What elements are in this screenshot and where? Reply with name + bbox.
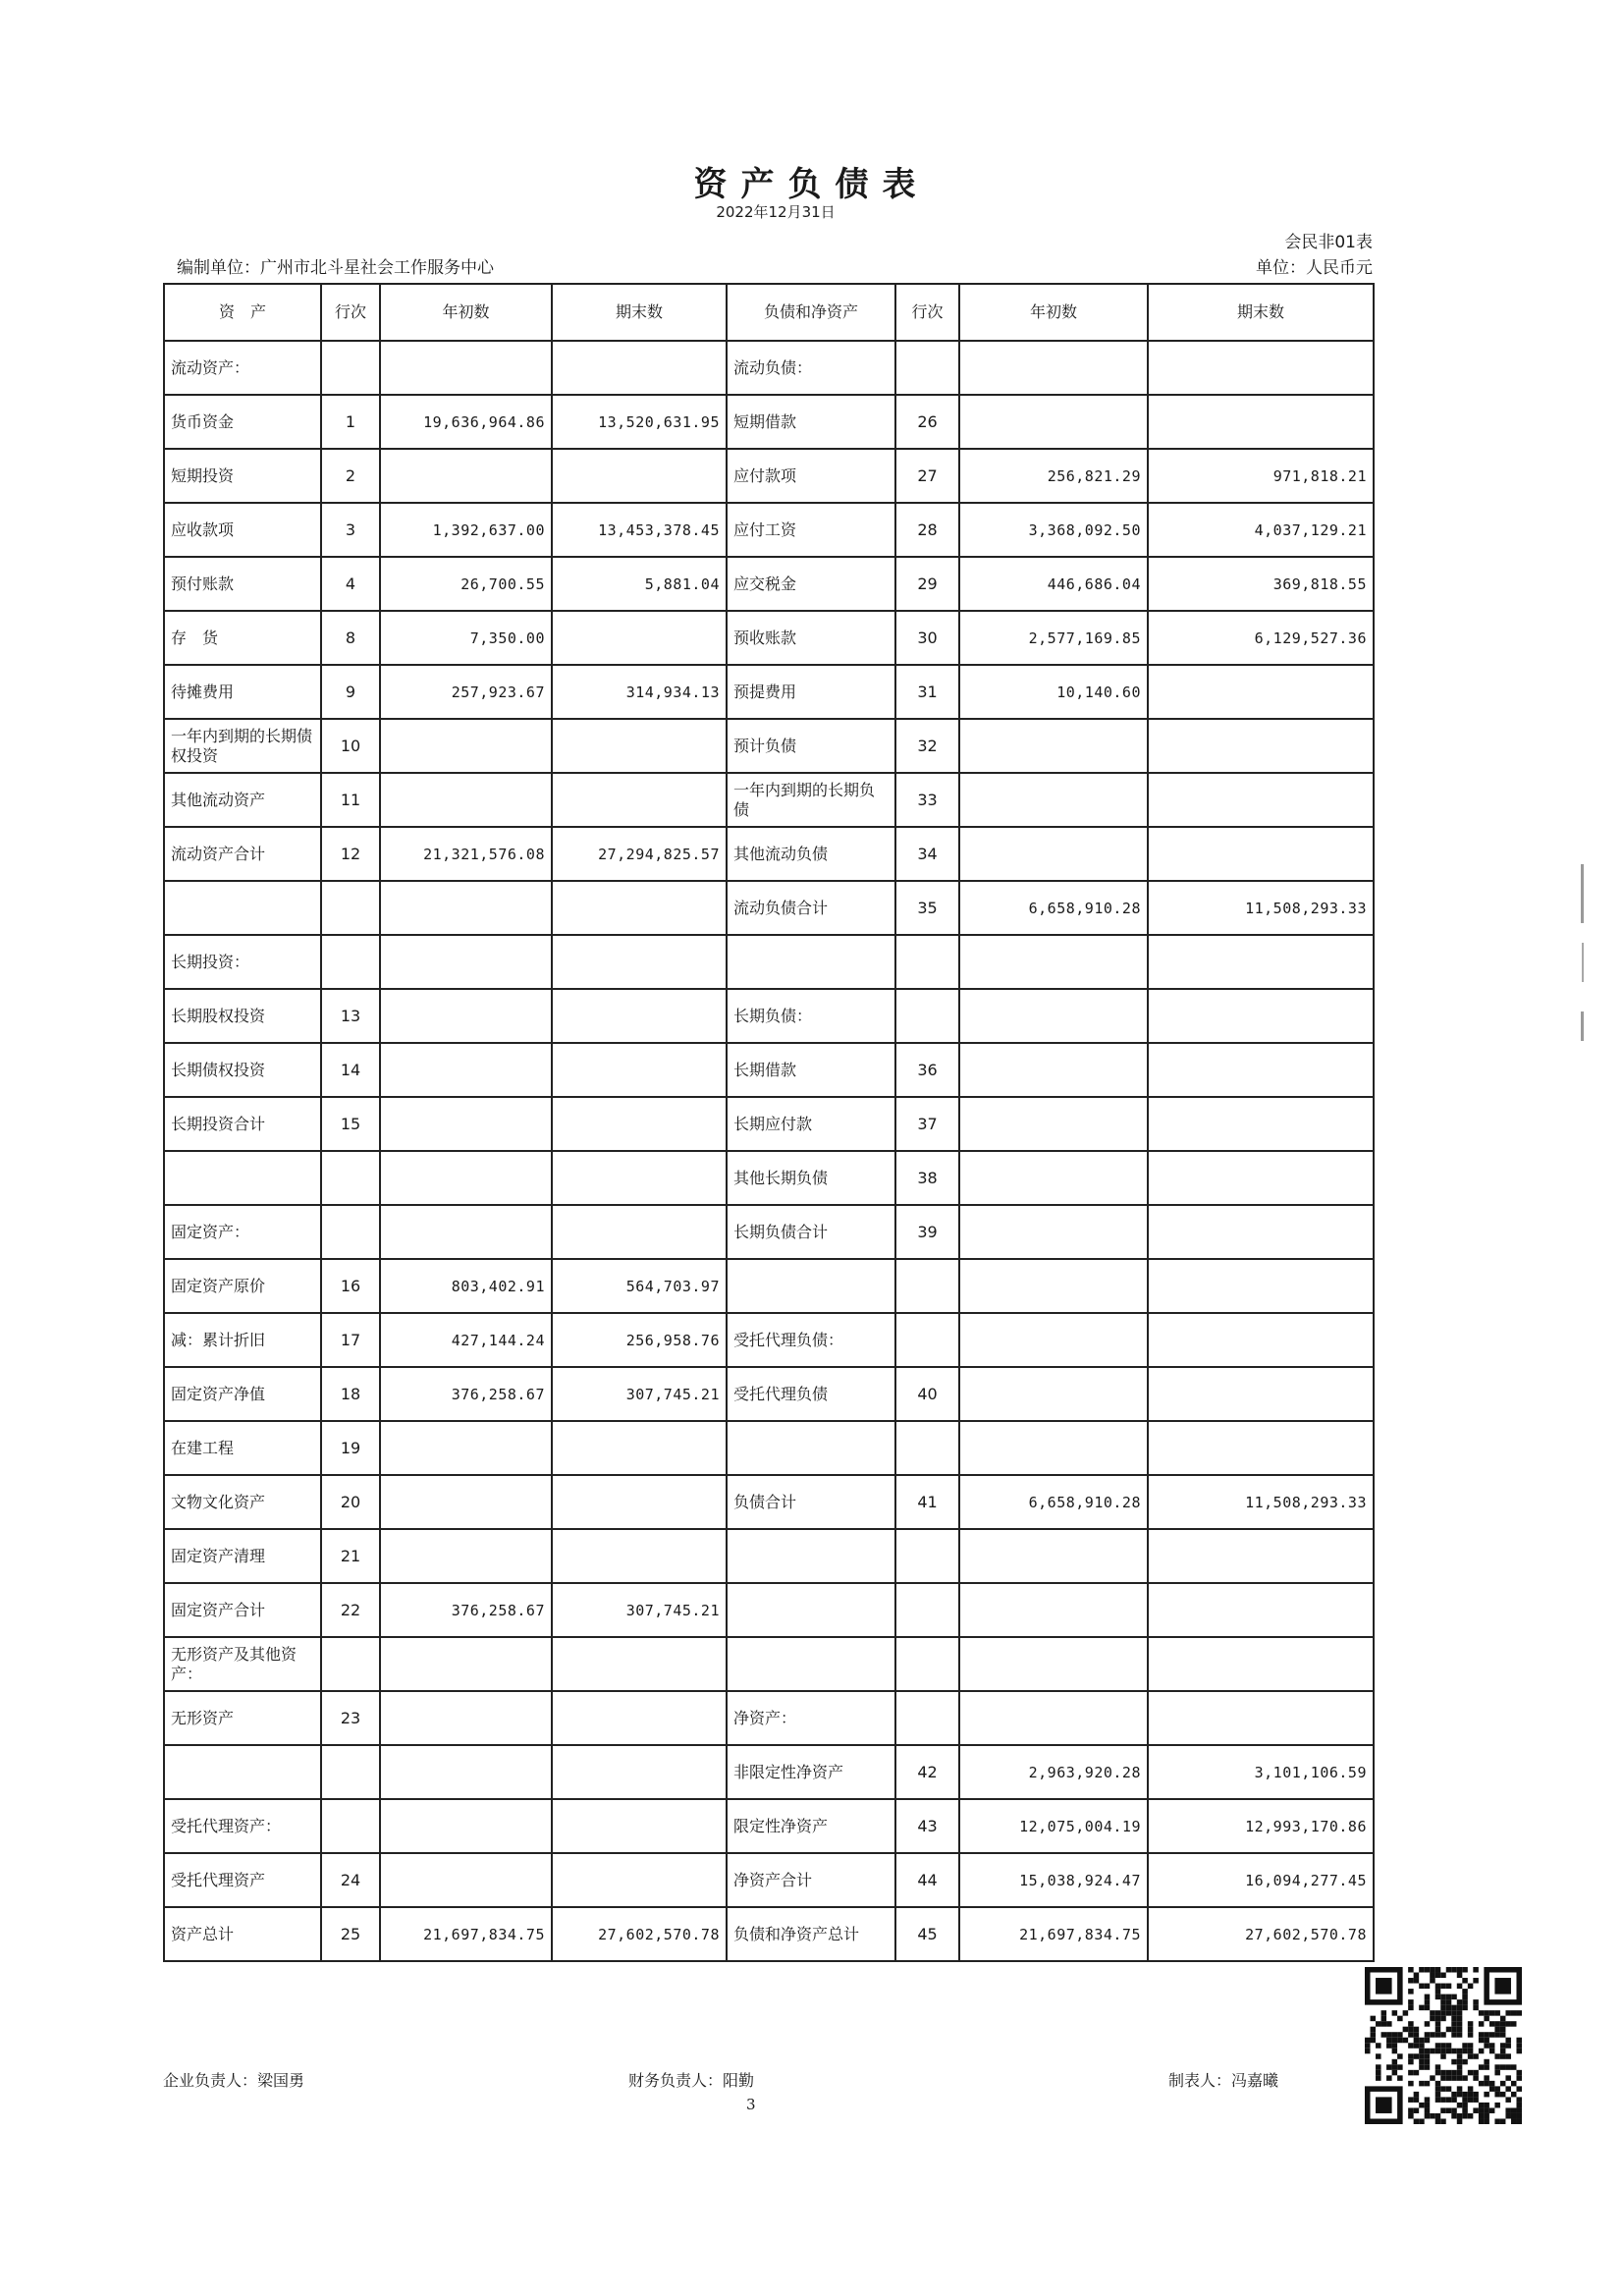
cell-a-line: 13 xyxy=(321,989,380,1043)
cell-l-begin xyxy=(959,719,1148,773)
cell-a-name: 其他流动资产 xyxy=(164,773,321,827)
cell-a-begin xyxy=(380,1205,552,1259)
cell-a-line: 15 xyxy=(321,1097,380,1151)
cell-l-line: 35 xyxy=(895,881,959,935)
cell-a-name: 预付账款 xyxy=(164,557,321,611)
cell-l-line xyxy=(895,1691,959,1745)
cell-l-end: 16,094,277.45 xyxy=(1148,1853,1374,1907)
cell-l-end xyxy=(1148,1529,1374,1583)
table-row xyxy=(164,1151,1374,1205)
cell-a-name: 固定资产清理 xyxy=(164,1529,321,1583)
cell-a-name: 无形资产及其他资产： xyxy=(164,1637,321,1691)
cell-l-name: 预收账款 xyxy=(727,611,895,665)
form-code: 会民非01表 xyxy=(1284,233,1373,252)
cell-a-line: 18 xyxy=(321,1367,380,1421)
cell-l-name xyxy=(727,1259,895,1313)
cell-l-end: 369,818.55 xyxy=(1148,557,1374,611)
cell-a-name: 固定资产净值 xyxy=(164,1367,321,1421)
cell-l-name: 长期负债： xyxy=(727,989,895,1043)
cell-l-line: 34 xyxy=(895,827,959,881)
cell-l-end xyxy=(1148,1043,1374,1097)
cell-a-end xyxy=(552,773,727,827)
table-row xyxy=(164,1313,1374,1367)
cell-l-name xyxy=(727,1637,895,1691)
col-header-liability-line: 行次 xyxy=(895,284,959,341)
cell-a-line xyxy=(321,935,380,989)
cell-a-line: 24 xyxy=(321,1853,380,1907)
cell-a-name: 长期股权投资 xyxy=(164,989,321,1043)
table-row xyxy=(164,1529,1374,1583)
cell-l-begin xyxy=(959,1205,1148,1259)
cell-l-name: 受托代理负债： xyxy=(727,1313,895,1367)
col-header-asset-line: 行次 xyxy=(321,284,380,341)
cell-l-name: 一年内到期的长期负债 xyxy=(727,773,895,827)
cell-a-name: 无形资产 xyxy=(164,1691,321,1745)
cell-a-name: 在建工程 xyxy=(164,1421,321,1475)
cell-a-end: 256,958.76 xyxy=(552,1313,727,1367)
cell-a-begin xyxy=(380,1529,552,1583)
page-number: 3 xyxy=(746,2096,756,2113)
cell-l-begin xyxy=(959,1043,1148,1097)
cell-l-end xyxy=(1148,1691,1374,1745)
finance-head-signature: 财务负责人：阳勤 xyxy=(628,2071,755,2090)
cell-l-line xyxy=(895,1421,959,1475)
cell-l-end xyxy=(1148,1313,1374,1367)
cell-l-begin: 15,038,924.47 xyxy=(959,1853,1148,1907)
cell-a-begin: 427,144.24 xyxy=(380,1313,552,1367)
table-row xyxy=(164,449,1374,503)
cell-a-name: 短期投资 xyxy=(164,449,321,503)
cell-l-begin: 6,658,910.28 xyxy=(959,1475,1148,1529)
cell-l-name: 净资产： xyxy=(727,1691,895,1745)
cell-a-end xyxy=(552,719,727,773)
cell-a-end: 307,745.21 xyxy=(552,1583,727,1637)
table-row xyxy=(164,1475,1374,1529)
verification-qr-code xyxy=(1365,1967,1522,2124)
cell-l-line xyxy=(895,341,959,395)
cell-a-end: 564,703.97 xyxy=(552,1259,727,1313)
cell-l-end xyxy=(1148,665,1374,719)
cell-l-end: 4,037,129.21 xyxy=(1148,503,1374,557)
cell-a-end xyxy=(552,341,727,395)
cell-a-end xyxy=(552,1151,727,1205)
cell-a-begin: 257,923.67 xyxy=(380,665,552,719)
cell-a-begin xyxy=(380,881,552,935)
cell-l-begin xyxy=(959,341,1148,395)
cell-l-line xyxy=(895,989,959,1043)
cell-l-begin: 12,075,004.19 xyxy=(959,1799,1148,1853)
cell-a-begin: 21,321,576.08 xyxy=(380,827,552,881)
table-row xyxy=(164,1205,1374,1259)
cell-a-line xyxy=(321,1637,380,1691)
cell-a-end xyxy=(552,449,727,503)
cell-l-begin xyxy=(959,1097,1148,1151)
cell-l-name: 长期负债合计 xyxy=(727,1205,895,1259)
cell-a-name: 受托代理资产 xyxy=(164,1853,321,1907)
cell-a-begin xyxy=(380,1745,552,1799)
cell-a-line: 11 xyxy=(321,773,380,827)
cell-a-name: 长期投资合计 xyxy=(164,1097,321,1151)
table-row xyxy=(164,1745,1374,1799)
cell-l-begin: 21,697,834.75 xyxy=(959,1907,1148,1961)
cell-a-begin xyxy=(380,1691,552,1745)
cell-a-line: 21 xyxy=(321,1529,380,1583)
cell-l-end xyxy=(1148,341,1374,395)
cell-a-line: 3 xyxy=(321,503,380,557)
cell-l-end xyxy=(1148,935,1374,989)
cell-l-end: 6,129,527.36 xyxy=(1148,611,1374,665)
cell-a-end: 314,934.13 xyxy=(552,665,727,719)
cell-l-begin: 3,368,092.50 xyxy=(959,503,1148,557)
table-row xyxy=(164,1043,1374,1097)
cell-l-begin xyxy=(959,989,1148,1043)
cell-l-name xyxy=(727,1583,895,1637)
table-row xyxy=(164,1853,1374,1907)
cell-a-name: 受托代理资产： xyxy=(164,1799,321,1853)
cell-l-name xyxy=(727,935,895,989)
cell-l-line: 28 xyxy=(895,503,959,557)
cell-a-name: 固定资产合计 xyxy=(164,1583,321,1637)
cell-l-begin xyxy=(959,827,1148,881)
cell-l-line: 38 xyxy=(895,1151,959,1205)
table-header-row xyxy=(164,284,1374,341)
cell-l-name: 长期应付款 xyxy=(727,1097,895,1151)
table-row xyxy=(164,1907,1374,1961)
cell-a-line: 16 xyxy=(321,1259,380,1313)
cell-l-name: 其他长期负债 xyxy=(727,1151,895,1205)
cell-l-end xyxy=(1148,1421,1374,1475)
cell-a-name: 长期投资： xyxy=(164,935,321,989)
cell-a-begin xyxy=(380,1421,552,1475)
cell-a-name: 减：累计折旧 xyxy=(164,1313,321,1367)
cell-l-end xyxy=(1148,719,1374,773)
cell-l-begin xyxy=(959,1259,1148,1313)
cell-a-name xyxy=(164,1151,321,1205)
cell-l-name: 预提费用 xyxy=(727,665,895,719)
table-row xyxy=(164,557,1374,611)
currency-unit: 单位：人民币元 xyxy=(1256,258,1373,278)
cell-l-end xyxy=(1148,1151,1374,1205)
cell-a-begin xyxy=(380,1637,552,1691)
cell-a-begin: 7,350.00 xyxy=(380,611,552,665)
cell-l-line: 33 xyxy=(895,773,959,827)
cell-a-end xyxy=(552,611,727,665)
cell-a-end: 5,881.04 xyxy=(552,557,727,611)
cell-a-begin: 803,402.91 xyxy=(380,1259,552,1313)
cell-l-end xyxy=(1148,1259,1374,1313)
cell-a-name: 固定资产原价 xyxy=(164,1259,321,1313)
cell-l-begin xyxy=(959,935,1148,989)
cell-a-end: 27,294,825.57 xyxy=(552,827,727,881)
cell-a-end: 307,745.21 xyxy=(552,1367,727,1421)
cell-l-begin xyxy=(959,395,1148,449)
cell-a-begin: 26,700.55 xyxy=(380,557,552,611)
cell-l-begin: 6,658,910.28 xyxy=(959,881,1148,935)
cell-a-end xyxy=(552,989,727,1043)
cell-a-end xyxy=(552,1691,727,1745)
cell-a-begin xyxy=(380,719,552,773)
cell-a-line xyxy=(321,1151,380,1205)
cell-a-line: 25 xyxy=(321,1907,380,1961)
enterprise-head-signature: 企业负责人：梁国勇 xyxy=(163,2071,305,2090)
cell-a-end xyxy=(552,1853,727,1907)
cell-a-begin xyxy=(380,1475,552,1529)
cell-a-line: 2 xyxy=(321,449,380,503)
table-row xyxy=(164,1367,1374,1421)
cell-l-line: 36 xyxy=(895,1043,959,1097)
cell-l-begin xyxy=(959,1529,1148,1583)
cell-l-line: 26 xyxy=(895,395,959,449)
cell-a-line: 12 xyxy=(321,827,380,881)
cell-l-name: 应付款项 xyxy=(727,449,895,503)
cell-a-begin xyxy=(380,935,552,989)
cell-l-name: 非限定性净资产 xyxy=(727,1745,895,1799)
col-header-asset-begin: 年初数 xyxy=(380,284,552,341)
cell-l-name: 流动负债合计 xyxy=(727,881,895,935)
cell-l-begin xyxy=(959,1313,1148,1367)
cell-l-begin: 2,577,169.85 xyxy=(959,611,1148,665)
cell-l-line: 43 xyxy=(895,1799,959,1853)
cell-l-begin xyxy=(959,1583,1148,1637)
cell-l-end xyxy=(1148,1097,1374,1151)
cell-a-begin xyxy=(380,1853,552,1907)
cell-a-end xyxy=(552,1745,727,1799)
cell-a-line: 10 xyxy=(321,719,380,773)
table-row xyxy=(164,1691,1374,1745)
cell-l-end xyxy=(1148,989,1374,1043)
cell-l-line: 37 xyxy=(895,1097,959,1151)
cell-a-end xyxy=(552,1475,727,1529)
cell-a-name: 一年内到期的长期债权投资 xyxy=(164,719,321,773)
preparing-organization: 编制单位：广州市北斗星社会工作服务中心 xyxy=(177,258,494,278)
col-header-liability-begin: 年初数 xyxy=(959,284,1148,341)
preparer-signature: 制表人：冯嘉曦 xyxy=(1168,2071,1279,2090)
table-row xyxy=(164,827,1374,881)
cell-l-begin xyxy=(959,1421,1148,1475)
cell-a-begin xyxy=(380,341,552,395)
cell-a-line: 19 xyxy=(321,1421,380,1475)
cell-l-name: 负债合计 xyxy=(727,1475,895,1529)
cell-l-name: 应付工资 xyxy=(727,503,895,557)
cell-a-end: 13,453,378.45 xyxy=(552,503,727,557)
cell-l-end: 3,101,106.59 xyxy=(1148,1745,1374,1799)
cell-a-name: 应收款项 xyxy=(164,503,321,557)
cell-l-end: 971,818.21 xyxy=(1148,449,1374,503)
table-row xyxy=(164,665,1374,719)
cell-l-line: 32 xyxy=(895,719,959,773)
binding-edge-mark xyxy=(1577,864,1591,1061)
cell-l-end xyxy=(1148,773,1374,827)
cell-a-line xyxy=(321,881,380,935)
cell-a-line xyxy=(321,1205,380,1259)
cell-l-line xyxy=(895,1637,959,1691)
cell-l-begin xyxy=(959,1151,1148,1205)
cell-a-line: 20 xyxy=(321,1475,380,1529)
cell-a-begin xyxy=(380,773,552,827)
cell-a-begin: 1,392,637.00 xyxy=(380,503,552,557)
cell-a-begin xyxy=(380,1097,552,1151)
cell-a-begin xyxy=(380,1799,552,1853)
cell-l-end xyxy=(1148,1583,1374,1637)
cell-a-end xyxy=(552,1799,727,1853)
table-row xyxy=(164,1421,1374,1475)
cell-a-line: 22 xyxy=(321,1583,380,1637)
cell-l-name: 长期借款 xyxy=(727,1043,895,1097)
cell-l-end: 12,993,170.86 xyxy=(1148,1799,1374,1853)
cell-a-end: 13,520,631.95 xyxy=(552,395,727,449)
table-row xyxy=(164,503,1374,557)
table-row xyxy=(164,1097,1374,1151)
cell-a-line: 1 xyxy=(321,395,380,449)
col-header-asset-end: 期末数 xyxy=(552,284,727,341)
cell-l-name xyxy=(727,1529,895,1583)
cell-a-name: 固定资产： xyxy=(164,1205,321,1259)
cell-l-name: 限定性净资产 xyxy=(727,1799,895,1853)
table-row xyxy=(164,1259,1374,1313)
cell-l-begin: 446,686.04 xyxy=(959,557,1148,611)
cell-a-begin: 376,258.67 xyxy=(380,1367,552,1421)
cell-l-line xyxy=(895,1259,959,1313)
col-header-assets: 资 产 xyxy=(164,284,321,341)
cell-a-name: 流动资产： xyxy=(164,341,321,395)
cell-a-line xyxy=(321,341,380,395)
cell-a-line: 8 xyxy=(321,611,380,665)
cell-a-begin xyxy=(380,1043,552,1097)
cell-a-line: 9 xyxy=(321,665,380,719)
cell-a-end xyxy=(552,1529,727,1583)
cell-a-end xyxy=(552,1637,727,1691)
cell-l-line: 31 xyxy=(895,665,959,719)
cell-l-end: 11,508,293.33 xyxy=(1148,881,1374,935)
cell-a-begin xyxy=(380,449,552,503)
table-row xyxy=(164,611,1374,665)
cell-a-name xyxy=(164,1745,321,1799)
cell-a-line: 14 xyxy=(321,1043,380,1097)
cell-a-name: 货币资金 xyxy=(164,395,321,449)
cell-l-end xyxy=(1148,1367,1374,1421)
cell-l-line: 45 xyxy=(895,1907,959,1961)
cell-a-end xyxy=(552,1097,727,1151)
cell-l-begin: 256,821.29 xyxy=(959,449,1148,503)
cell-l-end: 27,602,570.78 xyxy=(1148,1907,1374,1961)
cell-l-line xyxy=(895,1313,959,1367)
cell-l-line: 39 xyxy=(895,1205,959,1259)
cell-l-begin: 10,140.60 xyxy=(959,665,1148,719)
cell-l-name: 预计负债 xyxy=(727,719,895,773)
cell-a-name: 资产总计 xyxy=(164,1907,321,1961)
cell-a-name: 长期债权投资 xyxy=(164,1043,321,1097)
cell-l-begin xyxy=(959,773,1148,827)
table-row xyxy=(164,395,1374,449)
cell-a-line: 17 xyxy=(321,1313,380,1367)
cell-l-name: 短期借款 xyxy=(727,395,895,449)
cell-a-begin xyxy=(380,1151,552,1205)
cell-l-name: 净资产合计 xyxy=(727,1853,895,1907)
cell-a-begin: 21,697,834.75 xyxy=(380,1907,552,1961)
cell-l-end xyxy=(1148,395,1374,449)
cell-a-name: 存 货 xyxy=(164,611,321,665)
cell-l-line: 40 xyxy=(895,1367,959,1421)
cell-l-line: 30 xyxy=(895,611,959,665)
cell-a-begin: 376,258.67 xyxy=(380,1583,552,1637)
cell-a-end xyxy=(552,935,727,989)
cell-l-begin xyxy=(959,1637,1148,1691)
cell-l-line: 29 xyxy=(895,557,959,611)
cell-l-line: 42 xyxy=(895,1745,959,1799)
cell-a-name xyxy=(164,881,321,935)
cell-a-line xyxy=(321,1799,380,1853)
table-row xyxy=(164,1799,1374,1853)
cell-a-end xyxy=(552,1043,727,1097)
table-row xyxy=(164,719,1374,773)
cell-l-begin xyxy=(959,1691,1148,1745)
table-row xyxy=(164,1583,1374,1637)
report-date: 2022年12月31日 xyxy=(716,203,836,221)
cell-l-end xyxy=(1148,827,1374,881)
cell-a-end xyxy=(552,1205,727,1259)
cell-l-line: 44 xyxy=(895,1853,959,1907)
cell-a-name: 文物文化资产 xyxy=(164,1475,321,1529)
col-header-liability-end: 期末数 xyxy=(1148,284,1374,341)
cell-l-line xyxy=(895,1583,959,1637)
col-header-liabilities: 负债和净资产 xyxy=(727,284,895,341)
balance-sheet-table xyxy=(163,283,1375,1962)
cell-l-begin xyxy=(959,1367,1148,1421)
table-row xyxy=(164,1637,1374,1691)
cell-l-name: 受托代理负债 xyxy=(727,1367,895,1421)
page-title: 资产负债表 xyxy=(693,165,930,204)
table-row xyxy=(164,881,1374,935)
cell-l-name xyxy=(727,1421,895,1475)
table-row xyxy=(164,989,1374,1043)
cell-a-line xyxy=(321,1745,380,1799)
cell-a-begin: 19,636,964.86 xyxy=(380,395,552,449)
cell-l-name: 其他流动负债 xyxy=(727,827,895,881)
table-row xyxy=(164,773,1374,827)
cell-a-end xyxy=(552,1421,727,1475)
cell-a-begin xyxy=(380,989,552,1043)
cell-l-begin: 2,963,920.28 xyxy=(959,1745,1148,1799)
cell-l-line xyxy=(895,1529,959,1583)
table-row xyxy=(164,341,1374,395)
cell-a-line: 23 xyxy=(321,1691,380,1745)
cell-l-name: 流动负债： xyxy=(727,341,895,395)
cell-l-line xyxy=(895,935,959,989)
table-row xyxy=(164,935,1374,989)
cell-l-line: 41 xyxy=(895,1475,959,1529)
cell-l-name: 应交税金 xyxy=(727,557,895,611)
cell-l-end: 11,508,293.33 xyxy=(1148,1475,1374,1529)
cell-a-line: 4 xyxy=(321,557,380,611)
cell-a-end xyxy=(552,881,727,935)
cell-l-line: 27 xyxy=(895,449,959,503)
cell-l-end xyxy=(1148,1205,1374,1259)
cell-l-end xyxy=(1148,1637,1374,1691)
cell-a-name: 流动资产合计 xyxy=(164,827,321,881)
cell-a-name: 待摊费用 xyxy=(164,665,321,719)
cell-l-name: 负债和净资产总计 xyxy=(727,1907,895,1961)
cell-a-end: 27,602,570.78 xyxy=(552,1907,727,1961)
